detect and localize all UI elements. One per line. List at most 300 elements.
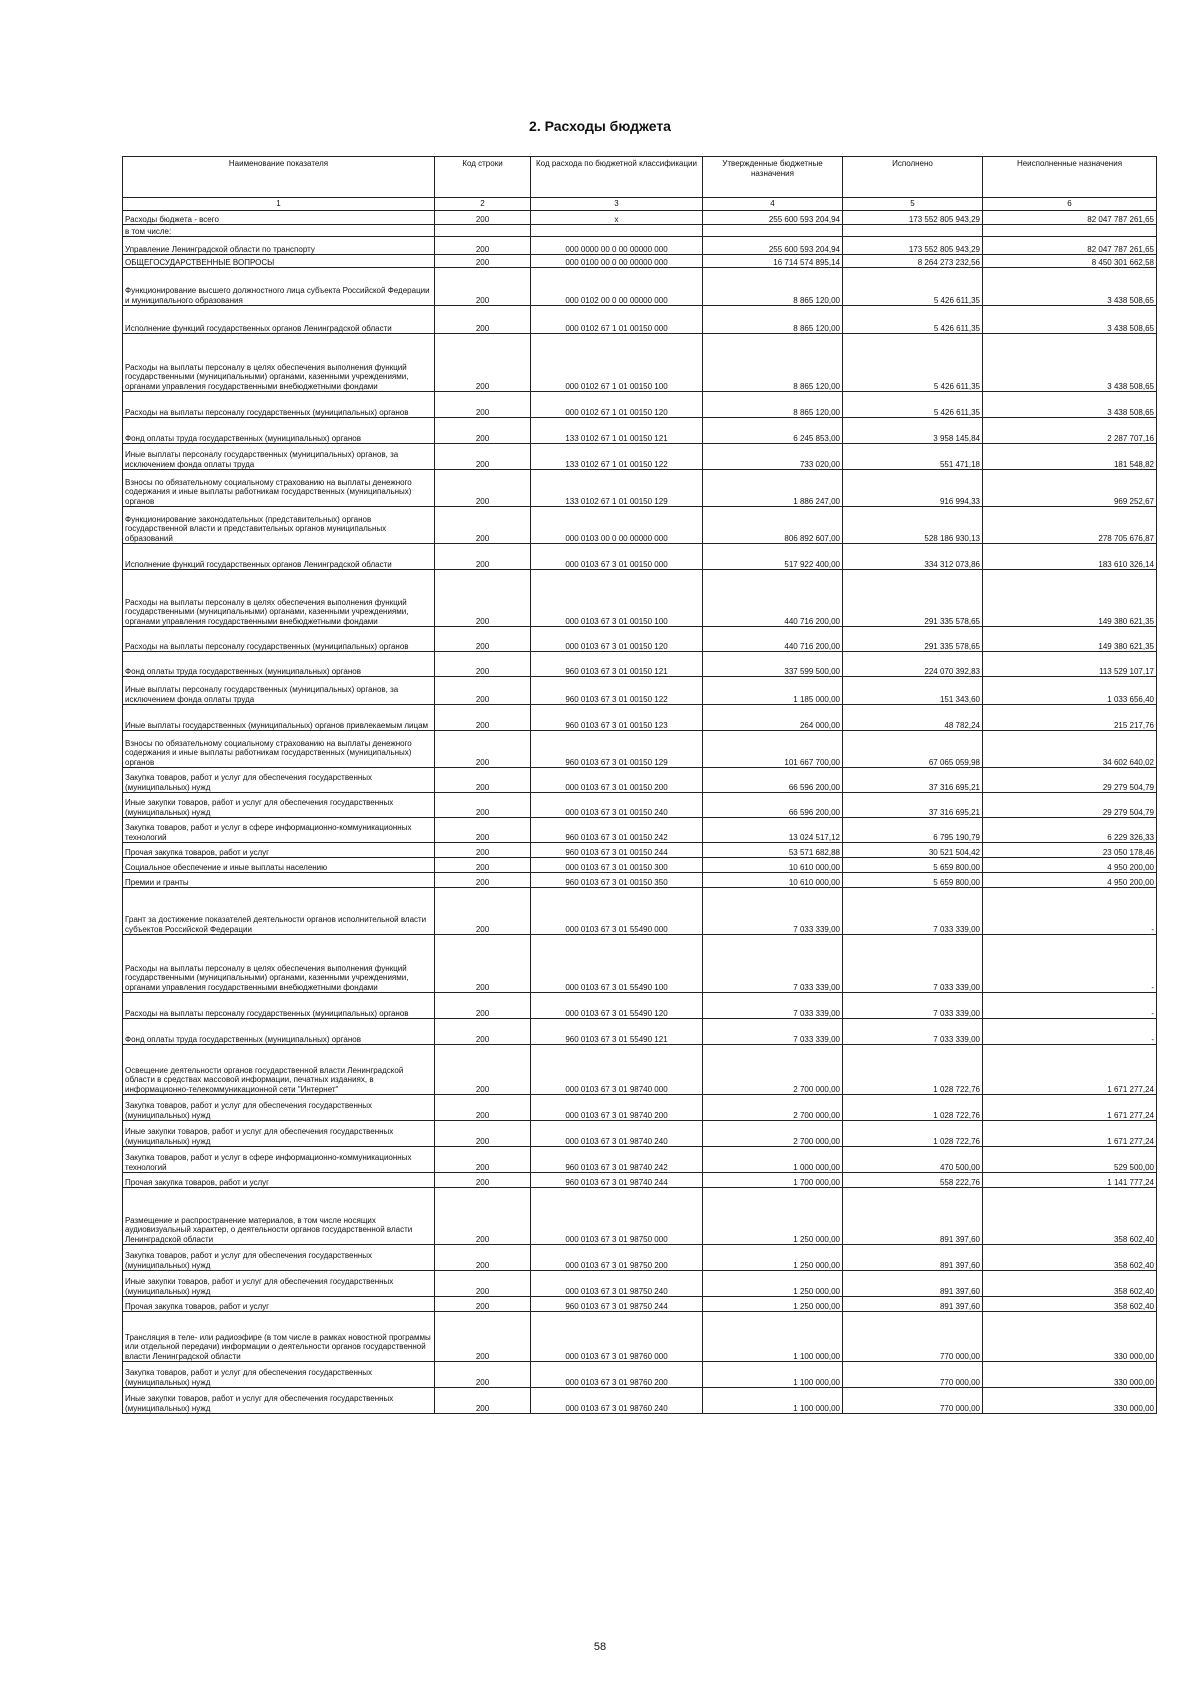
row-unexecuted-cell: 1 671 277,24 xyxy=(983,1045,1157,1095)
row-executed-cell: 48 782,24 xyxy=(843,705,983,731)
table-row xyxy=(123,652,1157,677)
row-executed-cell: 173 552 805 943,29 xyxy=(843,211,983,225)
row-executed-cell: 770 000,00 xyxy=(843,1362,983,1388)
row-line-code-cell: 200 xyxy=(435,1019,531,1045)
row-executed-cell: 1 028 722,76 xyxy=(843,1045,983,1095)
row-approved-cell: 255 600 593 204,94 xyxy=(703,211,843,225)
row-unexecuted-cell: 358 602,40 xyxy=(983,1245,1157,1271)
row-unexecuted-cell: 3 438 508,65 xyxy=(983,334,1157,392)
row-approved-cell: 7 033 339,00 xyxy=(703,888,843,935)
row-executed-cell: 891 397,60 xyxy=(843,1188,983,1245)
table-row xyxy=(123,705,1157,731)
table-row xyxy=(123,306,1157,334)
row-executed-cell: 8 264 273 232,56 xyxy=(843,255,983,268)
row-classification-code-cell: 000 0103 67 3 01 00150 300 xyxy=(531,858,703,873)
row-line-code-cell: 200 xyxy=(435,731,531,768)
table-row xyxy=(123,1095,1157,1121)
row-approved-cell: 10 610 000,00 xyxy=(703,873,843,888)
row-executed-cell: 470 500,00 xyxy=(843,1147,983,1173)
expenses-table xyxy=(122,156,1157,1414)
row-line-code-cell: 200 xyxy=(435,1121,531,1147)
table-row xyxy=(123,1297,1157,1312)
row-classification-code-cell: 960 0103 67 3 01 98740 242 xyxy=(531,1147,703,1173)
table-row xyxy=(123,1147,1157,1173)
row-classification-code-cell: 960 0103 67 3 01 00150 129 xyxy=(531,731,703,768)
row-classification-code-cell: 000 0103 67 3 01 55490 000 xyxy=(531,888,703,935)
row-line-code-cell: 200 xyxy=(435,237,531,255)
row-line-code-cell: 200 xyxy=(435,544,531,570)
row-executed-cell: 1 028 722,76 xyxy=(843,1095,983,1121)
row-classification-code-cell: 000 0103 67 3 01 98750 000 xyxy=(531,1188,703,1245)
table-body xyxy=(123,211,1157,1414)
row-executed-cell: 291 335 578,65 xyxy=(843,627,983,652)
row-name-cell: Взносы по обязательному социальному страхованию на выплаты денежного содержания и иные выплаты работникам государственных (муниципальных) органов xyxy=(123,731,435,768)
row-classification-code-cell: 960 0103 67 3 01 00150 350 xyxy=(531,873,703,888)
row-executed-cell: 1 028 722,76 xyxy=(843,1121,983,1147)
row-executed-cell: 37 316 695,21 xyxy=(843,768,983,793)
row-executed-cell: 30 521 504,42 xyxy=(843,843,983,858)
row-approved-cell: 1 700 000,00 xyxy=(703,1173,843,1188)
row-unexecuted-cell: 82 047 787 261,65 xyxy=(983,237,1157,255)
row-executed-cell: 770 000,00 xyxy=(843,1388,983,1414)
row-approved-cell: 1 250 000,00 xyxy=(703,1297,843,1312)
table-row xyxy=(123,627,1157,652)
row-approved-cell: 16 714 574 895,14 xyxy=(703,255,843,268)
row-unexecuted-cell: 358 602,40 xyxy=(983,1188,1157,1245)
table-row xyxy=(123,1271,1157,1297)
row-line-code-cell: 200 xyxy=(435,392,531,418)
header-row xyxy=(123,157,1157,198)
row-classification-code-cell xyxy=(531,225,703,237)
column-header: Код расхода по бюджетной классификации xyxy=(531,157,703,198)
row-classification-code-cell: 000 0103 67 3 01 00150 240 xyxy=(531,793,703,818)
row-unexecuted-cell: 529 500,00 xyxy=(983,1147,1157,1173)
row-line-code-cell: 200 xyxy=(435,1362,531,1388)
row-executed-cell: 151 343,60 xyxy=(843,677,983,705)
row-executed-cell: 173 552 805 943,29 xyxy=(843,237,983,255)
row-executed-cell: 7 033 339,00 xyxy=(843,993,983,1019)
row-classification-code-cell: 000 0103 67 3 01 00150 120 xyxy=(531,627,703,652)
row-unexecuted-cell: - xyxy=(983,888,1157,935)
row-approved-cell: 440 716 200,00 xyxy=(703,570,843,627)
row-line-code-cell: 200 xyxy=(435,268,531,306)
row-unexecuted-cell: 6 229 326,33 xyxy=(983,818,1157,843)
table-row xyxy=(123,818,1157,843)
column-number: 5 xyxy=(843,198,983,211)
row-classification-code-cell: 000 0103 67 3 01 98750 240 xyxy=(531,1271,703,1297)
row-classification-code-cell: 000 0103 67 3 01 00150 200 xyxy=(531,768,703,793)
table-row xyxy=(123,211,1157,225)
row-name-cell: Расходы на выплаты персоналу в целях обеспечения выполнения функций государственными (муниципальными) органами, казенными учреждениями, органами управления государственными внебюджетными фондами xyxy=(123,334,435,392)
row-name-cell: Грант за достижение показателей деятельности органов исполнительной власти субъектов Российской Федерации xyxy=(123,888,435,935)
row-approved-cell: 1 100 000,00 xyxy=(703,1362,843,1388)
row-unexecuted-cell: 3 438 508,65 xyxy=(983,268,1157,306)
row-approved-cell: 1 000 000,00 xyxy=(703,1147,843,1173)
row-classification-code-cell: 000 0103 67 3 01 98750 200 xyxy=(531,1245,703,1271)
row-approved-cell: 1 250 000,00 xyxy=(703,1188,843,1245)
row-line-code-cell: 200 xyxy=(435,1388,531,1414)
row-unexecuted-cell: 29 279 504,79 xyxy=(983,768,1157,793)
row-executed-cell: 5 426 611,35 xyxy=(843,334,983,392)
row-line-code-cell: 200 xyxy=(435,1147,531,1173)
row-name-cell: Расходы на выплаты персоналу государственных (муниципальных) органов xyxy=(123,627,435,652)
row-classification-code-cell: 000 0100 00 0 00 00000 000 xyxy=(531,255,703,268)
row-line-code-cell: 200 xyxy=(435,627,531,652)
row-name-cell: Иные выплаты государственных (муниципальных) органов привлекаемым лицам xyxy=(123,705,435,731)
expenses-table-container xyxy=(122,156,1156,1414)
row-unexecuted-cell: 969 252,67 xyxy=(983,470,1157,507)
row-classification-code-cell: 000 0103 67 3 01 00150 100 xyxy=(531,570,703,627)
row-approved-cell: 517 922 400,00 xyxy=(703,544,843,570)
row-approved-cell: 8 865 120,00 xyxy=(703,392,843,418)
row-unexecuted-cell: 358 602,40 xyxy=(983,1271,1157,1297)
row-unexecuted-cell: 3 438 508,65 xyxy=(983,306,1157,334)
row-line-code-cell: 200 xyxy=(435,1297,531,1312)
column-number: 3 xyxy=(531,198,703,211)
row-line-code-cell: 200 xyxy=(435,1271,531,1297)
table-row xyxy=(123,418,1157,444)
row-name-cell: Расходы на выплаты персоналу в целях обеспечения выполнения функций государственными (муниципальными) органами, казенными учреждениями, органами управления государственными внебюджетными фондами xyxy=(123,570,435,627)
row-name-cell: Иные закупки товаров, работ и услуг для обеспечения государственных (муниципальных) нужд xyxy=(123,1388,435,1414)
row-classification-code-cell: 000 0103 67 3 01 55490 120 xyxy=(531,993,703,1019)
row-approved-cell: 1 185 000,00 xyxy=(703,677,843,705)
row-line-code-cell: 200 xyxy=(435,1245,531,1271)
row-approved-cell: 733 020,00 xyxy=(703,444,843,470)
row-name-cell: Премии и гранты xyxy=(123,873,435,888)
row-classification-code-cell: 000 0103 67 3 01 98760 000 xyxy=(531,1312,703,1362)
row-classification-code-cell: 000 0103 67 3 01 98740 000 xyxy=(531,1045,703,1095)
table-row xyxy=(123,677,1157,705)
row-classification-code-cell: 960 0103 67 3 01 00150 122 xyxy=(531,677,703,705)
row-approved-cell: 6 245 853,00 xyxy=(703,418,843,444)
row-approved-cell: 1 100 000,00 xyxy=(703,1388,843,1414)
row-approved-cell: 1 250 000,00 xyxy=(703,1245,843,1271)
row-line-code-cell: 200 xyxy=(435,705,531,731)
row-approved-cell: 7 033 339,00 xyxy=(703,993,843,1019)
row-line-code-cell: 200 xyxy=(435,888,531,935)
table-row xyxy=(123,507,1157,544)
row-classification-code-cell: 000 0103 67 3 01 55490 100 xyxy=(531,935,703,993)
row-classification-code-cell: 960 0103 67 3 01 00150 123 xyxy=(531,705,703,731)
row-executed-cell: 7 033 339,00 xyxy=(843,1019,983,1045)
column-header: Неисполненные назначения xyxy=(983,157,1157,198)
row-executed-cell xyxy=(843,225,983,237)
row-name-cell: Управление Ленинградской области по транспорту xyxy=(123,237,435,255)
row-line-code-cell: 200 xyxy=(435,1095,531,1121)
row-unexecuted-cell: 278 705 676,87 xyxy=(983,507,1157,544)
row-unexecuted-cell: 3 438 508,65 xyxy=(983,392,1157,418)
row-classification-code-cell: 000 0103 67 3 01 98740 200 xyxy=(531,1095,703,1121)
row-classification-code-cell: 000 0102 67 1 01 00150 120 xyxy=(531,392,703,418)
row-name-cell: Иные закупки товаров, работ и услуг для обеспечения государственных (муниципальных) нужд xyxy=(123,1271,435,1297)
row-executed-cell: 3 958 145,84 xyxy=(843,418,983,444)
table-row xyxy=(123,888,1157,935)
row-unexecuted-cell: 330 000,00 xyxy=(983,1388,1157,1414)
row-approved-cell: 264 000,00 xyxy=(703,705,843,731)
row-approved-cell: 2 700 000,00 xyxy=(703,1045,843,1095)
row-approved-cell: 13 024 517,12 xyxy=(703,818,843,843)
row-approved-cell: 1 100 000,00 xyxy=(703,1312,843,1362)
row-approved-cell: 8 865 120,00 xyxy=(703,268,843,306)
row-unexecuted-cell: 1 671 277,24 xyxy=(983,1121,1157,1147)
table-row xyxy=(123,334,1157,392)
row-line-code-cell: 200 xyxy=(435,1045,531,1095)
row-classification-code-cell: 960 0103 67 3 01 00150 244 xyxy=(531,843,703,858)
row-classification-code-cell: 960 0103 67 3 01 98740 244 xyxy=(531,1173,703,1188)
row-classification-code-cell: 000 0103 67 3 01 98740 240 xyxy=(531,1121,703,1147)
table-row xyxy=(123,768,1157,793)
row-unexecuted-cell: 1 141 777,24 xyxy=(983,1173,1157,1188)
row-executed-cell: 5 659 800,00 xyxy=(843,858,983,873)
row-executed-cell: 5 659 800,00 xyxy=(843,873,983,888)
row-name-cell: Расходы на выплаты персоналу в целях обеспечения выполнения функций государственными (муниципальными) органами, казенными учреждениями, органами управления государственными внебюджетными фондами xyxy=(123,935,435,993)
row-approved-cell: 8 865 120,00 xyxy=(703,306,843,334)
row-approved-cell: 7 033 339,00 xyxy=(703,935,843,993)
row-name-cell: Закупка товаров, работ и услуг для обеспечения государственных (муниципальных) нужд xyxy=(123,768,435,793)
row-name-cell: Прочая закупка товаров, работ и услуг xyxy=(123,1173,435,1188)
row-name-cell: Фонд оплаты труда государственных (муниципальных) органов xyxy=(123,652,435,677)
table-row xyxy=(123,843,1157,858)
row-unexecuted-cell: 34 602 640,02 xyxy=(983,731,1157,768)
row-unexecuted-cell: - xyxy=(983,993,1157,1019)
column-number-row xyxy=(123,198,1157,211)
row-line-code-cell: 200 xyxy=(435,1188,531,1245)
row-approved-cell: 806 892 607,00 xyxy=(703,507,843,544)
row-classification-code-cell: 960 0103 67 3 01 00150 242 xyxy=(531,818,703,843)
row-executed-cell: 5 426 611,35 xyxy=(843,306,983,334)
row-name-cell: Функционирование высшего должностного лица субъекта Российской Федерации и муниципального образования xyxy=(123,268,435,306)
column-header: Утвержденные бюджетные назначения xyxy=(703,157,843,198)
table-row xyxy=(123,237,1157,255)
row-name-cell: Трансляция в теле- или радиоэфире (в том числе в рамках новостной программы или отдельной передачи) информации о деятельности органов государственной власти Ленинградской области xyxy=(123,1312,435,1362)
row-line-code-cell: 200 xyxy=(435,652,531,677)
row-line-code-cell xyxy=(435,225,531,237)
table-row xyxy=(123,1188,1157,1245)
row-name-cell: Расходы на выплаты персоналу государственных (муниципальных) органов xyxy=(123,993,435,1019)
row-classification-code-cell: 000 0103 67 3 01 98760 240 xyxy=(531,1388,703,1414)
row-executed-cell: 291 335 578,65 xyxy=(843,570,983,627)
row-approved-cell xyxy=(703,225,843,237)
row-unexecuted-cell: 23 050 178,46 xyxy=(983,843,1157,858)
row-line-code-cell: 200 xyxy=(435,793,531,818)
row-line-code-cell: 200 xyxy=(435,444,531,470)
table-row xyxy=(123,570,1157,627)
table-row xyxy=(123,858,1157,873)
row-unexecuted-cell: 183 610 326,14 xyxy=(983,544,1157,570)
row-line-code-cell: 200 xyxy=(435,843,531,858)
column-number: 1 xyxy=(123,198,435,211)
row-line-code-cell: 200 xyxy=(435,570,531,627)
row-line-code-cell: 200 xyxy=(435,1173,531,1188)
row-name-cell: Иные закупки товаров, работ и услуг для обеспечения государственных (муниципальных) нужд xyxy=(123,1121,435,1147)
table-row xyxy=(123,255,1157,268)
table-row xyxy=(123,544,1157,570)
row-line-code-cell: 200 xyxy=(435,677,531,705)
table-row xyxy=(123,1362,1157,1388)
row-line-code-cell: 200 xyxy=(435,993,531,1019)
table-row xyxy=(123,392,1157,418)
row-approved-cell: 2 700 000,00 xyxy=(703,1095,843,1121)
row-executed-cell: 891 397,60 xyxy=(843,1245,983,1271)
row-unexecuted-cell: 82 047 787 261,65 xyxy=(983,211,1157,225)
row-name-cell: Закупка товаров, работ и услуг для обеспечения государственных (муниципальных) нужд xyxy=(123,1095,435,1121)
row-classification-code-cell: 000 0000 00 0 00 00000 000 xyxy=(531,237,703,255)
row-executed-cell: 5 426 611,35 xyxy=(843,268,983,306)
row-unexecuted-cell: - xyxy=(983,1019,1157,1045)
row-unexecuted-cell: 1 033 656,40 xyxy=(983,677,1157,705)
row-line-code-cell: 200 xyxy=(435,858,531,873)
row-classification-code-cell: 960 0103 67 3 01 98750 244 xyxy=(531,1297,703,1312)
row-name-cell: Освещение деятельности органов государственной власти Ленинградской области в средствах массовой информации, печатных изданиях, в информационно-телекоммуникационной сети "Интернет" xyxy=(123,1045,435,1095)
row-line-code-cell: 200 xyxy=(435,1312,531,1362)
row-classification-code-cell: 000 0102 67 1 01 00150 100 xyxy=(531,334,703,392)
row-name-cell: Иные выплаты персоналу государственных (муниципальных) органов, за исключением фонда оплаты труда xyxy=(123,677,435,705)
row-classification-code-cell: 000 0103 67 3 01 00150 000 xyxy=(531,544,703,570)
row-executed-cell: 916 994,33 xyxy=(843,470,983,507)
row-approved-cell: 101 667 700,00 xyxy=(703,731,843,768)
row-unexecuted-cell: 4 950 200,00 xyxy=(983,858,1157,873)
row-approved-cell: 440 716 200,00 xyxy=(703,627,843,652)
table-row xyxy=(123,1121,1157,1147)
table-row xyxy=(123,1245,1157,1271)
row-executed-cell: 5 426 611,35 xyxy=(843,392,983,418)
table-row xyxy=(123,873,1157,888)
row-classification-code-cell: 133 0102 67 1 01 00150 129 xyxy=(531,470,703,507)
row-line-code-cell: 200 xyxy=(435,873,531,888)
row-line-code-cell: 200 xyxy=(435,507,531,544)
row-classification-code-cell: 000 0103 00 0 00 00000 000 xyxy=(531,507,703,544)
row-name-cell: Иные выплаты персоналу государственных (муниципальных) органов, за исключением фонда оплаты труда xyxy=(123,444,435,470)
column-header: Наименование показателя xyxy=(123,157,435,198)
row-classification-code-cell: 960 0103 67 3 01 55490 121 xyxy=(531,1019,703,1045)
row-name-cell: Исполнение функций государственных органов Ленинградской области xyxy=(123,306,435,334)
row-executed-cell: 7 033 339,00 xyxy=(843,935,983,993)
row-name-cell: Исполнение функций государственных органов Ленинградской области xyxy=(123,544,435,570)
row-unexecuted-cell: 29 279 504,79 xyxy=(983,793,1157,818)
column-header: Код строки xyxy=(435,157,531,198)
row-approved-cell: 337 599 500,00 xyxy=(703,652,843,677)
row-executed-cell: 7 033 339,00 xyxy=(843,888,983,935)
row-name-cell: Расходы бюджета - всего xyxy=(123,211,435,225)
table-row xyxy=(123,993,1157,1019)
row-classification-code-cell: 960 0103 67 3 01 00150 121 xyxy=(531,652,703,677)
row-name-cell: Прочая закупка товаров, работ и услуг xyxy=(123,843,435,858)
table-row xyxy=(123,793,1157,818)
row-executed-cell: 6 795 190,79 xyxy=(843,818,983,843)
row-executed-cell: 891 397,60 xyxy=(843,1271,983,1297)
table-row xyxy=(123,1312,1157,1362)
row-classification-code-cell: 000 0103 67 3 01 98760 200 xyxy=(531,1362,703,1388)
row-name-cell: Прочая закупка товаров, работ и услуг xyxy=(123,1297,435,1312)
column-number: 4 xyxy=(703,198,843,211)
row-unexecuted-cell: 1 671 277,24 xyxy=(983,1095,1157,1121)
row-approved-cell: 10 610 000,00 xyxy=(703,858,843,873)
row-name-cell: в том числе: xyxy=(123,225,435,237)
row-classification-code-cell: x xyxy=(531,211,703,225)
row-approved-cell: 2 700 000,00 xyxy=(703,1121,843,1147)
row-unexecuted-cell: 330 000,00 xyxy=(983,1312,1157,1362)
row-unexecuted-cell: 113 529 107,17 xyxy=(983,652,1157,677)
row-approved-cell: 1 886 247,00 xyxy=(703,470,843,507)
column-header: Исполнено xyxy=(843,157,983,198)
row-name-cell: Социальное обеспечение и иные выплаты населению xyxy=(123,858,435,873)
row-line-code-cell: 200 xyxy=(435,818,531,843)
table-row xyxy=(123,470,1157,507)
row-unexecuted-cell: 8 450 301 662,58 xyxy=(983,255,1157,268)
row-unexecuted-cell: 358 602,40 xyxy=(983,1297,1157,1312)
table-row xyxy=(123,1045,1157,1095)
row-name-cell: Иные закупки товаров, работ и услуг для обеспечения государственных (муниципальных) нужд xyxy=(123,793,435,818)
row-executed-cell: 67 065 059,98 xyxy=(843,731,983,768)
row-unexecuted-cell: - xyxy=(983,935,1157,993)
table-row xyxy=(123,731,1157,768)
table-row xyxy=(123,935,1157,993)
row-unexecuted-cell xyxy=(983,225,1157,237)
row-name-cell: Функционирование законодательных (представительных) органов государственной власти и представительных органов муниципальных образований xyxy=(123,507,435,544)
row-name-cell: Фонд оплаты труда государственных (муниципальных) органов xyxy=(123,1019,435,1045)
row-unexecuted-cell: 4 950 200,00 xyxy=(983,873,1157,888)
page-number: 58 xyxy=(593,1641,607,1653)
row-executed-cell: 558 222,76 xyxy=(843,1173,983,1188)
row-unexecuted-cell: 149 380 621,35 xyxy=(983,570,1157,627)
row-unexecuted-cell: 149 380 621,35 xyxy=(983,627,1157,652)
row-name-cell: Закупка товаров, работ и услуг для обеспечения государственных (муниципальных) нужд xyxy=(123,1362,435,1388)
row-approved-cell: 66 596 200,00 xyxy=(703,793,843,818)
row-executed-cell: 891 397,60 xyxy=(843,1297,983,1312)
row-line-code-cell: 200 xyxy=(435,334,531,392)
row-executed-cell: 551 471,18 xyxy=(843,444,983,470)
row-approved-cell: 8 865 120,00 xyxy=(703,334,843,392)
row-approved-cell: 1 250 000,00 xyxy=(703,1271,843,1297)
table-row xyxy=(123,444,1157,470)
row-executed-cell: 334 312 073,86 xyxy=(843,544,983,570)
table-row xyxy=(123,225,1157,237)
row-executed-cell: 770 000,00 xyxy=(843,1312,983,1362)
row-approved-cell: 255 600 593 204,94 xyxy=(703,237,843,255)
row-classification-code-cell: 000 0102 00 0 00 00000 000 xyxy=(531,268,703,306)
row-line-code-cell: 200 xyxy=(435,935,531,993)
row-name-cell: Размещение и распространение материалов, в том числе носящих аудиовизуальный характер, о деятельности органов государственной власти Ленинградской области xyxy=(123,1188,435,1245)
page-title: 2. Расходы бюджета xyxy=(529,118,671,134)
row-approved-cell: 7 033 339,00 xyxy=(703,1019,843,1045)
row-name-cell: ОБЩЕГОСУДАРСТВЕННЫЕ ВОПРОСЫ xyxy=(123,255,435,268)
table-row xyxy=(123,1388,1157,1414)
row-approved-cell: 53 571 682,88 xyxy=(703,843,843,858)
row-classification-code-cell: 133 0102 67 1 01 00150 122 xyxy=(531,444,703,470)
row-name-cell: Закупка товаров, работ и услуг для обеспечения государственных (муниципальных) нужд xyxy=(123,1245,435,1271)
table-row xyxy=(123,268,1157,306)
row-name-cell: Закупка товаров, работ и услуг в сфере информационно-коммуникационных технологий xyxy=(123,818,435,843)
row-unexecuted-cell: 181 548,82 xyxy=(983,444,1157,470)
row-line-code-cell: 200 xyxy=(435,470,531,507)
row-classification-code-cell: 133 0102 67 1 01 00150 121 xyxy=(531,418,703,444)
table-row xyxy=(123,1019,1157,1045)
row-approved-cell: 66 596 200,00 xyxy=(703,768,843,793)
row-executed-cell: 224 070 392,83 xyxy=(843,652,983,677)
row-classification-code-cell: 000 0102 67 1 01 00150 000 xyxy=(531,306,703,334)
row-name-cell: Расходы на выплаты персоналу государственных (муниципальных) органов xyxy=(123,392,435,418)
row-unexecuted-cell: 2 287 707,16 xyxy=(983,418,1157,444)
row-unexecuted-cell: 215 217,76 xyxy=(983,705,1157,731)
row-name-cell: Закупка товаров, работ и услуг в сфере информационно-коммуникационных технологий xyxy=(123,1147,435,1173)
row-line-code-cell: 200 xyxy=(435,255,531,268)
column-number: 2 xyxy=(435,198,531,211)
row-executed-cell: 528 186 930,13 xyxy=(843,507,983,544)
column-number: 6 xyxy=(983,198,1157,211)
row-line-code-cell: 200 xyxy=(435,211,531,225)
row-name-cell: Взносы по обязательному социальному страхованию на выплаты денежного содержания и иные выплаты работникам государственных (муниципальных) органов xyxy=(123,470,435,507)
row-unexecuted-cell: 330 000,00 xyxy=(983,1362,1157,1388)
